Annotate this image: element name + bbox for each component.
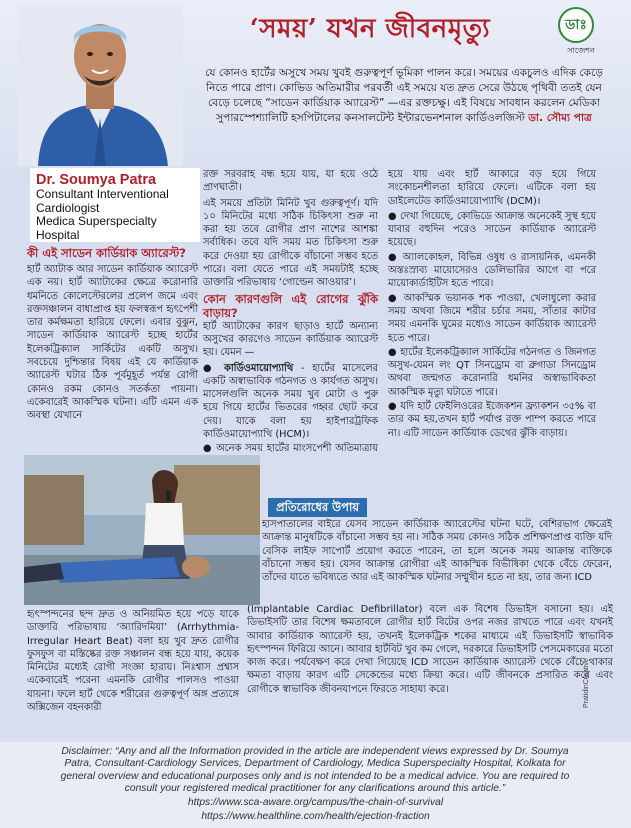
bullet-text: হার্টের ইলেকট্রিক্যাল সার্কিটের গঠনগত ও জিনগত অসুখ-যেমন লং QT সিনড্রোম বা ব্রুগাডা সিনড্রোম অথবা জন্মগত করোনারি ধমনির অস্বাভাবিকতা আকস্মিক মৃত্যু ঘটাতে পারে।: [388, 346, 596, 398]
bullet-bold-term: কার্ডিওমায়োপ্যাথি: [223, 362, 294, 374]
column-3-top: হয়ে যায় এবং হার্ট আকারে বড় হয়ে গিয়ে সংকোচনশীলতা হারিয়ে ফেলে। এটিকে বলা হয় ডাইলেটেড কার্ডিওমায়োপ্যাথি (DCM)।: [388, 169, 596, 207]
list-item: ● কার্ডিওমায়োপ্যাথি - হার্টের মাসেলের একটি অস্বাভাবিক গঠনগত ও কার্যগত অসুখ। মাসেলগুলি অনেক সময় খুব মোটা ও পুরু হয়ে গিয়ে হার্টের ভিতরের গহ্বর ছোট করে দেয়। যাকে বলা হয় হাইপারট্রফিক কার্ডিওমায়োপ্যাথি (HCM)।: [203, 362, 378, 441]
column-2-golden-hour: এই সময়ে প্রতিটা মিনিট খুব গুরুত্বপূর্ণ। যদি ১০ মিনিটের মধ্যে সঠিক চিকিৎসা শুরু না করা হয় তবে রোগীর প্রাণ নাশের আশঙ্কা সর্বাধিক। তবে যদি সময় মত চিকিৎসা শুরু করে দেওয়া হয় রোগীকে বাঁচানো সম্ভব হতে পারে। বলা যেতে পারে এই সময়টাই হচ্ছে ডাক্তারি পরিভাষায় ‘গোল্ডেন আওয়ার’।: [203, 197, 378, 289]
reference-links: [0, 796, 631, 824]
list-item: ● আকস্মিক ভয়ানক শক পাওয়া, খেলাধুলো করার সময় অথবা জিমে শরীর চর্চার সময়, সাঁতার কাটার সময় এমনকি ঘুমের মধ্যেও সাডেন কার্ডিয়াক অ্যারেস্ট হতে পারে।: [388, 292, 597, 344]
logo-mark: ডাঃ: [558, 7, 594, 43]
reference-link[interactable]: https://www.healthline.com/health/ejection-fraction: [201, 811, 430, 822]
intro-doctor-name: ডা. সৌম্য পাত্র: [528, 112, 592, 124]
logo-text: সাজেশন: [567, 46, 595, 55]
emergency-photo: [24, 455, 260, 605]
prevention-body: হাসপাতালের বাইরে যেসব সাডেন কার্ডিয়াক অ্যারেস্টের ঘটনা ঘটে, বেশিরভাগ ক্ষেত্রেই আক্রান্ত মানুষটিকে বাঁচানো সম্ভব হয় না। সঠিক সময় কোনও সঠিক প্রশিক্ষণপ্রাপ্ত ব্যক্তি যদি বেসিক লাইফ সাপোর্ট প্রয়োগ করতে পারেন, তা হলে অনেক সময় আক্রান্ত ব্যক্তিকে বাঁচানো সম্ভব হয়। যেসব আক্রান্ত রোগীরা এই আকস্মিক বিভীষিকা থেকে বেঁচে ফেরেন, তাঁদের যাতে ভবিষ্যতে আর এই আকস্মিক ঘটনার সম্মুখীন হতে না হয়, তার জন্য ICD: [262, 519, 612, 584]
bullet-text: অনেক সময় হার্টের মাংসপেশী অতিমাত্রায়: [216, 443, 378, 455]
credit-text: PratidinCreative: [583, 658, 590, 708]
bullet-text: - হার্টের মাসেলের একটি অস্বাভাবিক গঠনগত ও কার্যগত অসুখ। মাসেলগুলি অনেক সময় খুব মোটা ও পুরু হয়ে গিয়ে হার্টের ভিতরের গহ্বর ছোট করে দেয়। যাকে বলা হয় হাইপারট্রফিক কার্ডিওমায়োপ্যাথি (HCM)।: [203, 362, 378, 441]
doctor-card: [30, 168, 200, 242]
bottom-left-text: হৃৎস্পন্দনের ছন্দ দ্রুত ও অনিয়মিত হয়ে পড়ে যাকে ডাক্তারি পরিভাষায় ‘অ্যারিদমিয়া’ (Arrhythmia- Irregular Heart Beat) বলা হয় খুব দ্রুত রোগীর ফুসফুস বা মস্তিষ্কের রক্ত সঞ্চালন বন্ধ হয়ে যায়, কয়েক মিনিটের মধ্যেই রোগী সংজ্ঞা হারায়। নিঃশ্বাস প্রশ্বাস একেবারেই পরেনা এমনকি রোগীর পালসও পাওয়া যায়না। ফলে হার্ট থেকে শরীরের গুরুত্বপূর্ণ অঙ্গ প্রত্যঙ্গে অক্সিজেন বহনকারী: [27, 609, 239, 714]
list-item: ● অনেক সময় হার্টের মাংসপেশী অতিমাত্রায়: [203, 442, 378, 469]
bottom-right-text: (Implantable Cardiac Defibrillator) বলে এক বিশেষ ডিভাইস বসানো হয়। এই ডিভাইসটি তার বিশেষ ক্ষমতাবলে রোগীর হার্ট বিটের ওপর নজর রাখতে পারে এবং যখনই আবার কার্ডিয়াক অ্যারেস্ট হয়, তখনই ইলেকট্রিক শকের মাধ্যমে এই ডিভাইসটি স্বাভাবিক হৃৎস্পন্দন ফিরিয়ে আনে। আবার হার্টবিট খুব কম গেলে, দরকারে ডিভাইসটি পেসমেকারের মতো কাজ করে। পর্যবেক্ষণ করে দেখা গিয়েছে ICD সাডেন কার্ডিয়াক অ্যারেস্ট থেকে বেঁচে থাকার ক্ষমতা বাড়ায় কারণ এটি সেকেন্ডের মধ্যে ক্রিয়া করে। এটি জীবনকে প্রসারিত করে এবং রোগীকে স্বাভাবিক জীবনযাপনে ফিরতে সাহায্য করে।: [247, 604, 613, 695]
section-heading-prevention: প্রতিরোধের উপায়: [268, 498, 367, 517]
list-item: ● দেখা গিয়েছে, কোভিডে আক্রান্ত অনেকেই সুস্থ হয়ে যাবার বহুদিন পরেও সাডেন কার্ডিয়াক অ্যারেস্ট হয়েছে।: [388, 210, 596, 249]
bullet-text: যদি হার্ট ফেইলিওরের ইজেকশন ফ্র্যাকশন ৩৫% বা তার কম হয়,তখন হার্ট পর্যাপ্ত রক্ত পাম্প করতে পারে না। এটি সাডেন কার্ডিয়াক ডেথের ঝুঁকি বাড়ায়।: [388, 401, 596, 439]
section-heading-risk-factors: কোন কারণগুলি এই রোগের ঝুঁকি বাড়ায়?: [203, 291, 378, 320]
column-3: [388, 168, 596, 441]
doctor-designation: Consultant Interventional Cardiologist: [36, 187, 169, 215]
intro-text: যে কোনও হার্টের অসুখে সময় খুবই গুরুত্বপূর্ণ ভূমিকা পালন করে। সময়ের একচুলও এদিক কেড়ে নিতে পারে প্রাণ। কোভিড অতিমারীর পরবর্তী এই সময়ে যত দ্রুত সেরে উঠছে পৃথিবী ততই যেন বেড়ে চলেছে “সাডেন কার্ডিয়াক অ্যারেস্ট” —এর রক্তচক্ষু। এই বিষয়ে সাবধান করলেন মেডিকা সুপারস্পেশ্যালিটি হসপিটালের কনসালটেন্ট ইন্টারভেনশনাল কার্ডিওলজিস্ট: [205, 67, 603, 124]
brand-logo: [550, 5, 612, 59]
section-heading-what-is-sca: কী এই সাডেন কার্ডিয়াক অ্যারেস্ট?: [27, 246, 186, 260]
article-title: ‘সময়’ যখন জীবনমৃত্যু: [249, 14, 491, 44]
list-item: ● হার্টের ইলেকট্রিক্যাল সার্কিটের গঠনগত ও জিনগত অসুখ-যেমন লং QT সিনড্রোম বা ব্রুগাডা সিনড্রোম অথবা জন্মগত করোনারি ধমনির অস্বাভাবিকতা আকস্মিক মৃত্যু ঘটাতে পারে।: [388, 346, 596, 398]
bullet-text: আকস্মিক ভয়ানক শক পাওয়া, খেলাধুলো করার সময় অথবা জিমে শরীর চর্চার সময়, সাঁতার কাটার সময় এমনকি ঘুমের মধ্যেও সাডেন কার্ডিয়াক অ্যারেস্ট হতে পারে।: [388, 292, 597, 344]
column-2: [203, 168, 378, 470]
disclaimer-text: Disclaimer: “Any and all the Information provided in the article are independent views expressed by Dr. Soumya Patra, Consultant-Cardiology Services, Department of Cardiology, Medica Superspecialty Hospital, Kolkata for general overview and educational purposes only and is not intended to be a medical advice. You are required to consult your registered medical practitioner for any clarifications around this article.”: [60, 746, 570, 795]
reference-link[interactable]: https://www.sca-aware.org/campus/the-chain-of-survival: [187, 797, 444, 808]
column-1-body: হার্ট অ্যাটাক আর সাডেন কার্ডিয়াক অ্যারেস্ট এক নয়। হার্ট অ্যাটাকের ক্ষেত্রে করোনারি ধমনিতে কোলেস্টেরলের প্রলেপ জমে এবং রক্তসঞ্চালন বাধাপ্রাপ্ত হয় ফলস্বরূপ হৃৎপেশী তার কর্মক্ষমতা হারিয়ে ফেলে। এবার বুঝুন, সাডেন কার্ডিয়াক অ্যারেস্ট হচ্ছে হার্টের ইলেকট্রিক্যাল সার্কিটের একটি অসুখ। সবচেয়ে দুশ্চিন্তার বিষয় এই যে কার্ডিয়াক অ্যারেস্ট ঘটার ঠিক পূর্বমুহূর্ত পর্যন্ত রোগী কোনও রকম কোনও সতর্কতা পায়না। একেবারেই আকস্মিক ঘটনা। এটি এমন এক অবস্থা যেখানে: [27, 264, 198, 422]
list-item: ● যদি হার্ট ফেইলিওরের ইজেকশন ফ্র্যাকশন ৩৫% বা তার কম হয়,তখন হার্ট পর্যাপ্ত রক্ত পাম্প করতে পারে না। এটি সাডেন কার্ডিয়াক ডেথের ঝুঁকি বাড়ায়।: [388, 401, 596, 439]
column-2-top: রক্ত সরবরাহ বন্ধ হয়ে যায়, যা হয়ে ওঠে প্রাণঘাতী।: [203, 169, 378, 194]
list-item: ● অ্যালকোহল, বিভিন্ন ওষুধ ও রাসায়নিক, এমনকী অস্তঃস্রাব্য মায়োসেরও ডেলিভারির আগে বা পরে মায়োকার্ডাইটিস হতে পারে।: [388, 251, 596, 290]
doctor-name: Dr. Soumya Patra: [36, 172, 157, 188]
intro-paragraph: [195, 66, 613, 126]
doctor-hospital: Medica Superspecialty Hospital: [36, 214, 157, 242]
bullet-text: অ্যালকোহল, বিভিন্ন ওষুধ ও রাসায়নিক, এমনকী অস্তঃস্রাব্য মায়োসেরও ডেলিভারির আগে বা পরে মায়োকার্ডাইটিস হতে পারে।: [388, 251, 596, 290]
column-2-causes-intro: হার্ট অ্যাটাকের কারণ ছাড়াও হার্টে অন্যান্য অসুখের কারণেও সাডেন কার্ডিয়াক অ্যারেস্ট হয়। যেমন —: [203, 320, 378, 359]
doctor-photo: [18, 6, 183, 166]
column-1: [27, 244, 198, 423]
bullet-text: দেখা গিয়েছে, কোভিডে আক্রান্ত অনেকেই সুস্থ হয়ে যাবার বহুদিন পরেও সাডেন কার্ডিয়াক অ্যারেস্ট হয়েছে।: [388, 210, 596, 249]
